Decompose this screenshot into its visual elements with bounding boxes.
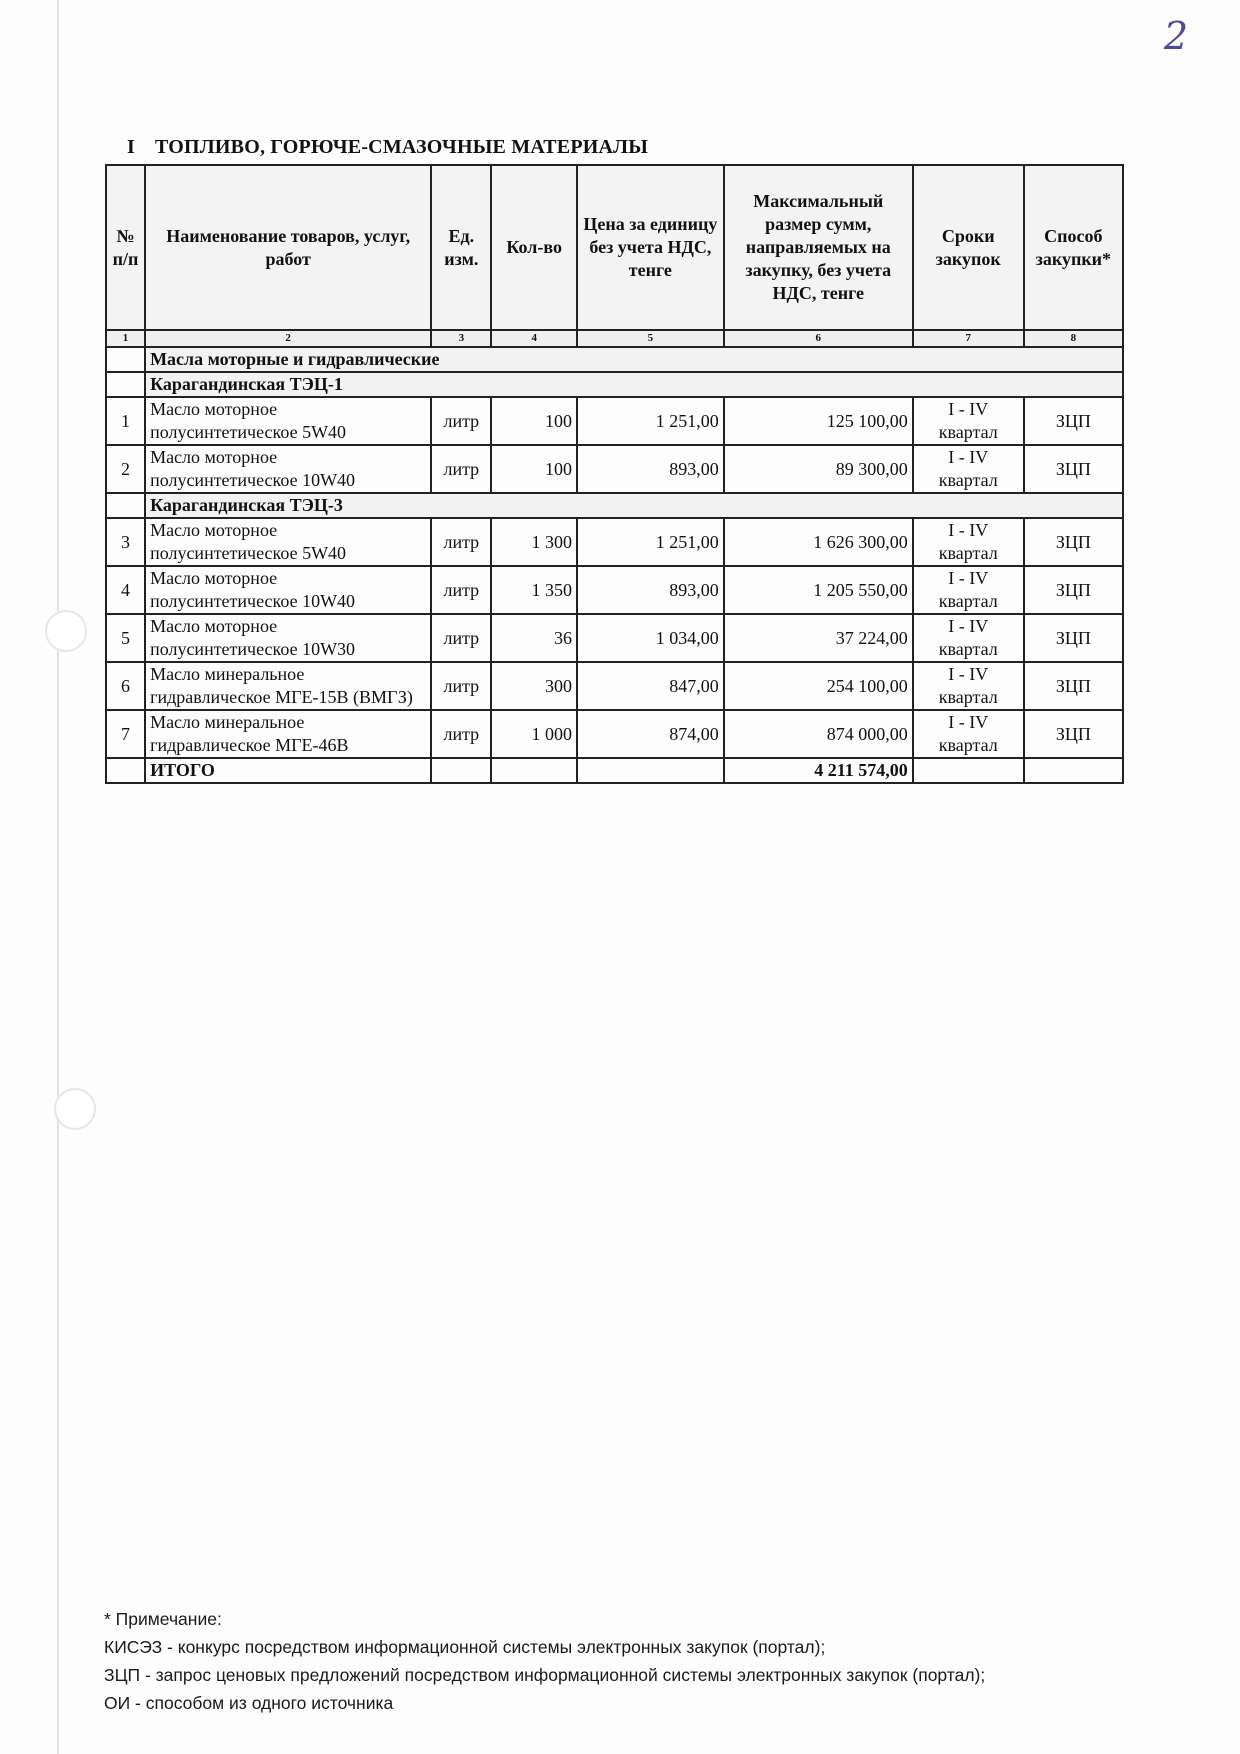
unit: литр — [431, 445, 491, 493]
header-cell: Способ закупки* — [1024, 165, 1123, 330]
section-title-text: ТОПЛИВО, ГОРЮЧЕ-СМАЗОЧНЫЕ МАТЕРИАЛЫ — [155, 136, 649, 158]
column-number: 1 — [106, 330, 145, 347]
unit: литр — [431, 614, 491, 662]
section-numeral: I — [127, 136, 135, 158]
procurement-method: ЗЦП — [1024, 614, 1123, 662]
unit-price: 893,00 — [577, 445, 724, 493]
unit-price: 1 251,00 — [577, 397, 724, 445]
quantity: 100 — [491, 397, 577, 445]
procurement-term: I - IV квартал — [913, 566, 1024, 614]
group-row — [106, 372, 1123, 397]
procurement-method: ЗЦП — [1024, 662, 1123, 710]
procurement-method: ЗЦП — [1024, 518, 1123, 566]
unit: литр — [431, 710, 491, 758]
unit: литр — [431, 662, 491, 710]
item-name: Масло минеральное гидравлическое МГЕ-15В (ВМГЗ) — [145, 662, 431, 710]
unit-price: 1 251,00 — [577, 518, 724, 566]
unit: литр — [431, 566, 491, 614]
max-sum: 89 300,00 — [724, 445, 913, 493]
procurement-method: ЗЦП — [1024, 397, 1123, 445]
table-row — [106, 566, 1123, 614]
max-sum: 1 626 300,00 — [724, 518, 913, 566]
table-row — [106, 518, 1123, 566]
item-name: Масло минеральное гидравлическое МГЕ-46В — [145, 710, 431, 758]
row-number: 7 — [106, 710, 145, 758]
procurement-method: ЗЦП — [1024, 710, 1123, 758]
procurement-method: ЗЦП — [1024, 445, 1123, 493]
item-name: Масло моторное полусинтетическое 5W40 — [145, 397, 431, 445]
item-name: Масло моторное полусинтетическое 10W30 — [145, 614, 431, 662]
column-number: 4 — [491, 330, 577, 347]
table-row — [106, 397, 1123, 445]
header-cell: Сроки закупок — [913, 165, 1024, 330]
row-number: 5 — [106, 614, 145, 662]
header-cell: Наименование товаров, услуг, работ — [145, 165, 431, 330]
header-cell: Максимальный размер сумм, направляемых на закупку, без учета НДС, тенге — [724, 165, 913, 330]
unit-price: 847,00 — [577, 662, 724, 710]
row-number: 2 — [106, 445, 145, 493]
row-number: 1 — [106, 397, 145, 445]
unit-price: 874,00 — [577, 710, 724, 758]
column-number: 5 — [577, 330, 724, 347]
header-row — [106, 165, 1123, 330]
row-number: 6 — [106, 662, 145, 710]
column-number: 2 — [145, 330, 431, 347]
row-number: 4 — [106, 566, 145, 614]
item-name: Масло моторное полусинтетическое 10W40 — [145, 566, 431, 614]
procurement-term: I - IV квартал — [913, 710, 1024, 758]
item-name: Масло моторное полусинтетическое 10W40 — [145, 445, 431, 493]
table-row — [106, 445, 1123, 493]
footnote-title: * Примечание: — [104, 1609, 222, 1629]
punch-hole — [45, 610, 87, 652]
total-label: ИТОГО — [145, 758, 431, 783]
table-row — [106, 662, 1123, 710]
group-row — [106, 493, 1123, 518]
max-sum: 1 205 550,00 — [724, 566, 913, 614]
procurement-term: I - IV квартал — [913, 518, 1024, 566]
item-name: Масло моторное полусинтетическое 5W40 — [145, 518, 431, 566]
header-cell: № п/п — [106, 165, 145, 330]
group-name: Карагандинская ТЭЦ-3 — [145, 493, 1123, 518]
column-number: 7 — [913, 330, 1024, 347]
total-row — [106, 758, 1123, 783]
footnote-line: ЗЦП - запрос ценовых предложений посредством информационной системы электронных закупок (портал); — [104, 1665, 986, 1685]
procurement-term: I - IV квартал — [913, 445, 1024, 493]
quantity: 1 350 — [491, 566, 577, 614]
category-name: Масла моторные и гидравлические — [145, 347, 1123, 372]
unit: литр — [431, 397, 491, 445]
header-cell: Ед. изм. — [431, 165, 491, 330]
quantity: 1 000 — [491, 710, 577, 758]
max-sum: 37 224,00 — [724, 614, 913, 662]
procurement-term: I - IV квартал — [913, 614, 1024, 662]
punch-hole — [54, 1088, 96, 1130]
header-cell: Кол-во — [491, 165, 577, 330]
unit-price: 1 034,00 — [577, 614, 724, 662]
unit: литр — [431, 518, 491, 566]
procurement-method: ЗЦП — [1024, 566, 1123, 614]
footnote-line: ОИ - способом из одного источника — [104, 1693, 394, 1713]
binding-line — [57, 0, 59, 1754]
max-sum: 125 100,00 — [724, 397, 913, 445]
max-sum: 254 100,00 — [724, 662, 913, 710]
procurement-term: I - IV квартал — [913, 397, 1024, 445]
column-number-row — [106, 330, 1123, 347]
quantity: 100 — [491, 445, 577, 493]
quantity: 300 — [491, 662, 577, 710]
total-sum: 4 211 574,00 — [724, 758, 913, 783]
column-number: 3 — [431, 330, 491, 347]
unit-price: 893,00 — [577, 566, 724, 614]
procurement-table — [105, 164, 1124, 784]
quantity: 1 300 — [491, 518, 577, 566]
column-number: 8 — [1024, 330, 1123, 347]
column-number: 6 — [724, 330, 913, 347]
footnote-line: КИСЭЗ - конкурс посредством информационной системы электронных закупок (портал); — [104, 1637, 826, 1657]
table-row — [106, 614, 1123, 662]
group-name: Карагандинская ТЭЦ-1 — [145, 372, 1123, 397]
footnote — [104, 1605, 985, 1717]
category-row — [106, 347, 1123, 372]
section-title — [127, 136, 648, 159]
header-cell: Цена за единицу без учета НДС, тенге — [577, 165, 724, 330]
quantity: 36 — [491, 614, 577, 662]
page-number: 2 — [1163, 14, 1188, 58]
table-row — [106, 710, 1123, 758]
row-number: 3 — [106, 518, 145, 566]
procurement-term: I - IV квартал — [913, 662, 1024, 710]
max-sum: 874 000,00 — [724, 710, 913, 758]
